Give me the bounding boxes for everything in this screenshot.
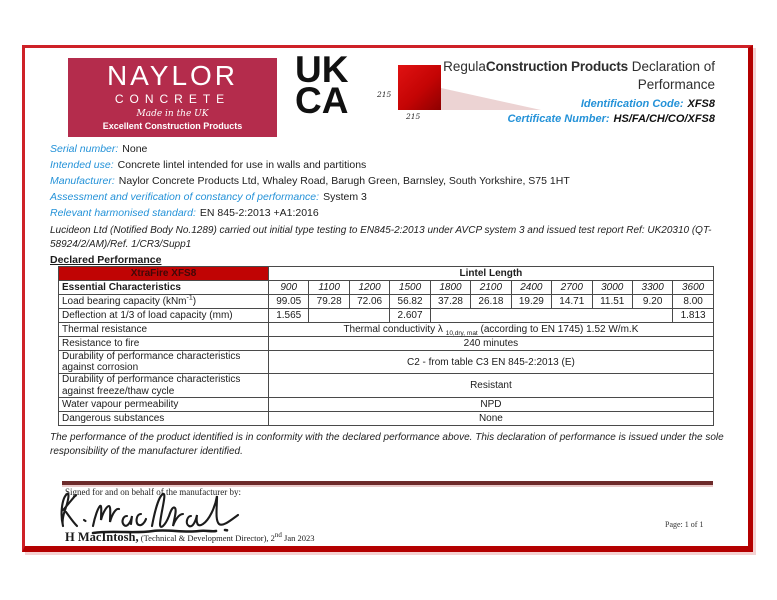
dimension-label-bottom: 215: [406, 112, 421, 121]
length-cell: 2400: [511, 281, 551, 295]
logo-brand-text: NAYLOR: [106, 60, 239, 92]
logo-tagline: Made in the UK: [136, 108, 209, 119]
deflection-empty-cell: [309, 309, 390, 323]
signatory-name: H MacIntosh,: [65, 530, 139, 544]
table-row-lengths: [59, 281, 714, 295]
product-name-cell: XtraFire XFS8: [59, 267, 269, 281]
lintel-length-header-cell: Lintel Length: [269, 267, 714, 281]
row-label-cell: Durability of performance characteristics against freeze/thaw cycle: [59, 374, 269, 397]
naylor-concrete-logo: [68, 58, 277, 137]
page-number-label: Page: 1 of 1: [665, 520, 704, 529]
length-cell: 3600: [673, 281, 713, 295]
ukca-line1: UK: [295, 49, 349, 90]
length-cell: 1200: [349, 281, 389, 295]
identification-code-label: Identification Code:: [580, 98, 684, 110]
load-value-cell: 11.51: [592, 295, 632, 309]
info-line-intended-use: [50, 160, 570, 171]
signatory-date: Jan 2023: [281, 533, 315, 543]
table-row-deflection: [59, 309, 714, 323]
info-label: Manufacturer:: [50, 175, 115, 188]
title-bold: Construction Products: [485, 59, 628, 74]
deflection-value-cell: 2.607: [390, 309, 430, 323]
load-value-cell: 9.20: [632, 295, 672, 309]
certificate-number-label: Certificate Number:: [507, 112, 610, 125]
info-label: Intended use:: [50, 159, 114, 172]
info-line-serial: [50, 144, 570, 155]
load-value-cell: 26.18: [471, 295, 511, 309]
info-label: Assessment and verification of constancy of performance:: [50, 191, 320, 204]
table-row-header: [59, 267, 714, 281]
signed-on-behalf-line: Signed for and on behalf of the manufacturer by:: [65, 487, 241, 497]
row-label-cell: Water vapour permeability: [59, 397, 269, 411]
table-row-load-bearing: [59, 295, 714, 309]
identification-code-line: [507, 97, 715, 112]
load-value-cell: 14.71: [552, 295, 592, 309]
table-row-thermal: [59, 323, 714, 337]
row-value-cell: 240 minutes: [269, 337, 714, 351]
ukca-line2: CA: [295, 80, 349, 122]
info-line-avcp: [50, 192, 570, 203]
row-value-cell: Resistant: [269, 374, 714, 397]
thermal-value-sub: 10,dry, mat: [445, 329, 478, 337]
length-cell: 900: [269, 281, 309, 295]
document-identifiers: [507, 97, 715, 127]
info-value: EN 845-2:2013 +A1:2016: [199, 207, 319, 220]
certificate-number-line: [507, 112, 715, 127]
document-page: [22, 45, 753, 552]
table-row-corrosion: [59, 351, 714, 374]
thermal-label-cell: Thermal resistance: [59, 323, 269, 337]
load-bearing-label-sup: -1: [186, 294, 193, 302]
info-label: Relevant harmonised standard:: [50, 207, 196, 220]
info-value: Naylor Concrete Products Ltd, Whaley Road, Barugh Green, Barnsley, South Yorkshire, S75 1HT: [118, 175, 570, 188]
row-label-cell: Durability of performance characteristics against corrosion: [59, 351, 269, 374]
declared-performance-table: [58, 266, 714, 426]
length-cell: 2100: [471, 281, 511, 295]
length-cell: 1500: [390, 281, 430, 295]
document-title: [415, 58, 715, 93]
row-label-cell: Dangerous substances: [59, 411, 269, 425]
load-bearing-label-post: ): [192, 295, 197, 307]
row-label-cell: Resistance to fire: [59, 337, 269, 351]
load-bearing-label-cell: [59, 295, 269, 309]
deflection-label-cell: Deflection at 1/3 of load capacity (mm): [59, 309, 269, 323]
length-cell: 1100: [309, 281, 349, 295]
load-bearing-label: Load bearing capacity (kNm: [62, 295, 187, 307]
ukca-mark-icon: [295, 49, 349, 122]
load-value-cell: 79.28: [309, 295, 349, 309]
certificate-number-value: HS/FA/CH/CO/XFS8: [613, 112, 715, 125]
length-cell: 3300: [632, 281, 672, 295]
declared-performance-heading: Declared Performance: [50, 254, 162, 266]
dimension-label-side: 215: [377, 90, 392, 99]
footer-divider-rule: [62, 481, 713, 485]
row-value-cell: NPD: [269, 397, 714, 411]
logo-strapline: Excellent Construction Products: [102, 121, 243, 132]
deflection-empty-cell: [430, 309, 673, 323]
info-line-manufacturer: [50, 176, 570, 187]
table-row-water-vapour: [59, 397, 714, 411]
deflection-value-cell: 1.565: [269, 309, 309, 323]
length-cell: 1800: [430, 281, 470, 295]
info-label: Serial number:: [50, 143, 119, 155]
load-value-cell: 56.82: [390, 295, 430, 309]
row-value-cell: C2 - from table C3 EN 845-2:2013 (E): [269, 351, 714, 374]
signatory-role: (Technical & Development Director), 2: [138, 533, 275, 543]
load-value-cell: 99.05: [269, 295, 309, 309]
signatory-line: [65, 530, 315, 545]
table-row-dangerous: [59, 411, 714, 425]
info-value: System 3: [323, 191, 367, 204]
load-value-cell: 19.29: [511, 295, 551, 309]
info-value: Concrete lintel intended for use in walls and partitions: [117, 159, 367, 172]
row-value-cell: None: [269, 411, 714, 425]
signatory-date-sup: nd: [274, 531, 282, 540]
title-prefix: Regula: [443, 59, 486, 74]
table-row-freeze-thaw: [59, 374, 714, 397]
notified-body-paragraph: Lucideon Ltd (Notified Body No.1289) carried out initial type testing to EN845-2:2013 under AVCP system 3 and issued test report Ref: UK20310 (QT-58924/2/AM)/Ref. 1/CR3/Supp1: [50, 225, 712, 250]
load-value-cell: 8.00: [673, 295, 713, 309]
load-value-cell: 37.28: [430, 295, 470, 309]
info-value: None: [122, 143, 148, 155]
thermal-value-post: (according to EN 1745) 1.52 W/m.K: [477, 323, 639, 335]
length-cell: 2700: [552, 281, 592, 295]
table-row-fire: [59, 337, 714, 351]
title-rest: Declaration of Performance: [627, 59, 715, 92]
length-cell: 3000: [592, 281, 632, 295]
identification-code-value: XFS8: [687, 98, 715, 110]
document-info-section: [50, 144, 570, 224]
essential-characteristics-cell: Essential Characteristics: [59, 281, 269, 295]
info-line-standard: [50, 208, 570, 219]
load-value-cell: 72.06: [349, 295, 389, 309]
thermal-value-cell: [269, 323, 714, 337]
logo-brand-sub-text: CONCRETE: [114, 92, 231, 107]
thermal-value-pre: Thermal conductivity λ: [343, 323, 446, 335]
conformity-paragraph: The performance of the product identified is in conformity with the declared performance above. This declaration of performance is issued under the sole responsibility of the manufacturer identified.: [50, 432, 724, 457]
deflection-value-cell: 1.813: [673, 309, 713, 323]
